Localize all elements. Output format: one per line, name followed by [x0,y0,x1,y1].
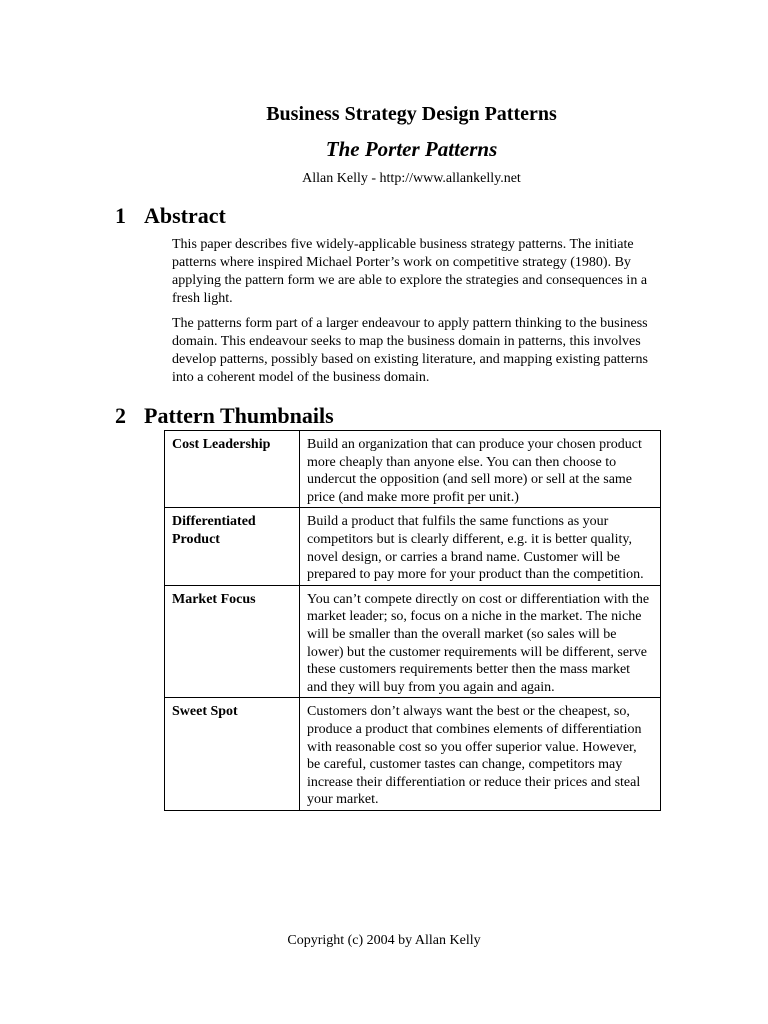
pattern-name-cell: Market Focus [165,585,300,698]
section-title: Abstract [144,203,226,228]
section-heading-abstract [115,203,226,229]
copyright-footer: Copyright (c) 2004 by Allan Kelly [287,933,481,948]
document-title: Business Strategy Design Patterns [266,103,557,125]
table-row [165,698,661,811]
pattern-name-cell: Sweet Spot [165,698,300,811]
abstract-paragraph: The patterns form part of a larger endeavour to apply pattern thinking to the business domain. This endeavour seeks to map the business domain in patterns, this involves develop patterns, possibly based on existing literature, and mapping existing patterns into a coherent model of the business domain. [172,316,648,385]
pattern-name-cell: Differentiated Product [165,508,300,585]
pattern-thumbnails-table [164,430,661,811]
pattern-description-cell: Customers don’t always want the best or the cheapest, so, produce a product that combines elements of differentiation with reasonable cost so you offer superior value. However, be careful, customer tastes can change, competitors may increase their differentiation or reduce their prices and steal your market. [300,698,661,811]
pattern-description-cell: Build an organization that can produce your chosen product more cheaply than anyone else. You can then choose to undercut the opposition (and sell more) or sell at the same price (and make more profit per unit.) [300,431,661,508]
document-subtitle: The Porter Patterns [325,137,498,161]
pattern-name-cell: Cost Leadership [165,431,300,508]
section-number: 1 [115,203,126,228]
section-number: 2 [115,403,126,428]
pattern-description-cell: Build a product that fulfils the same functions as your competitors but is clearly different, e.g. it is better quality, novel design, or carries a brand name. Customer will be prepared to pay more for your product than the competition. [300,508,661,585]
table-row [165,508,661,585]
table-row [165,585,661,698]
abstract-paragraph: This paper describes five widely-applicable business strategy patterns. The initiate patterns where inspired Michael Porter’s work on competitive strategy (1980). By applying the pattern form we are able to explore the strategies and consequences in a fresh light. [172,237,648,306]
pattern-description-cell: You can’t compete directly on cost or differentiation with the market leader; so, focus on a niche in the market. The niche will be smaller than the overall market (so sales will be lower) but the customer requirements will be different, serve these customers requirements better then the mass market and they will buy from you again and again. [300,585,661,698]
section-title: Pattern Thumbnails [144,403,334,428]
author-line: Allan Kelly - http://www.allankelly.net [302,171,521,186]
section-heading-thumbnails [115,403,334,429]
table-row [165,431,661,508]
